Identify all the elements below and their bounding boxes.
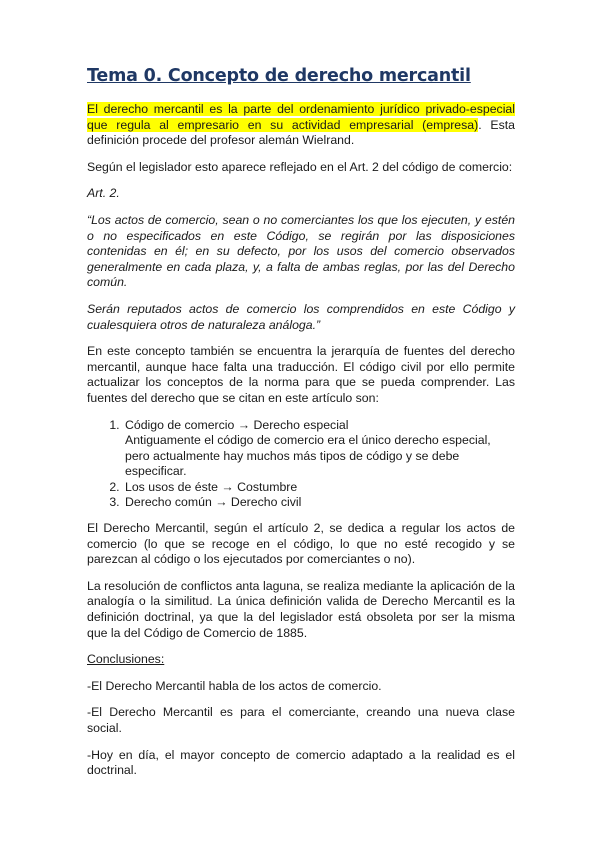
list-item <box>123 418 515 480</box>
source-note: Antiguamente el código de comercio era el único derecho especial, pero actualmente hay muchos más tipos de código y se debe especificar. <box>125 433 491 479</box>
conclusion-item: -Hoy en día, el mayor concepto de comercio adaptado a la realidad es el doctrinal. <box>87 747 515 778</box>
article-label: Art. 2. <box>87 186 120 201</box>
conclusiones-heading: Conclusiones: <box>87 652 165 667</box>
intro-paragraph <box>87 102 515 149</box>
source-label: Derecho común → Derecho civil <box>125 495 302 510</box>
intro-rest: . Esta definición procede del profesor alemán Wielrand. <box>87 117 515 148</box>
articulo-paragraph: El Derecho Mercantil, según el artículo 2, se dedica a regular los actos de comercio (lo que se recoge en el código, lo que no esté recogido y se parezcan al código o los ejecutados por comerciantes o no). <box>87 521 515 567</box>
legislador-paragraph: Según el legislador esto aparece reflejado en el Art. 2 del código de comercio: <box>87 159 513 174</box>
conclusion-item: -El Derecho Mercantil es para el comerciante, creando una nueva clase social. <box>87 705 515 735</box>
article-quote-2: Serán reputados actos de comercio los comprendidos en este Código y cualesquiera otros de naturaleza análoga.” <box>87 301 515 332</box>
conclusion-item: -El Derecho Mercantil habla de los actos de comercio. <box>87 678 382 693</box>
list-item <box>123 480 515 496</box>
document-page <box>87 66 515 790</box>
source-label: Los usos de éste → Costumbre <box>125 479 298 494</box>
resolucion-paragraph: La resolución de conflictos anta laguna, se realiza mediante la aplicación de la analogía o la similitud. La única definición valida de Derecho Mercantil es la definición doctrinal, ya que la del legislador está obsoleta por ser la misma que la del Código de Comercio de 1885. <box>87 578 515 640</box>
highlighted-definition: El derecho mercantil es la parte del ordenamiento jurídico privado-especial que regula al empresario en su actividad empresarial (empresa) <box>87 102 515 132</box>
article-quote-1: “Los actos de comercio, sean o no comerciantes los que los ejecuten, y estén o no especificados en este Código, se regirán por las disposiciones contenidas en él; en su defecto, por los usos del comercio observados generalmente en cada plaza, y, a falta de ambas reglas, por las del Derecho común. <box>87 212 515 290</box>
source-label: Código de comercio → Derecho especial <box>125 417 349 432</box>
page-title: Tema 0. Concepto de derecho mercantil <box>87 66 471 86</box>
sources-list <box>87 418 515 512</box>
concepto-paragraph: En este concepto también se encuentra la jerarquía de fuentes del derecho mercantil, aunque hace falta una traducción. El código civil por ello permite actualizar los conceptos de la norma para que se pueda comprender. Las fuentes del derecho que se citan en este artículo son: <box>87 344 515 405</box>
list-item <box>123 495 515 511</box>
